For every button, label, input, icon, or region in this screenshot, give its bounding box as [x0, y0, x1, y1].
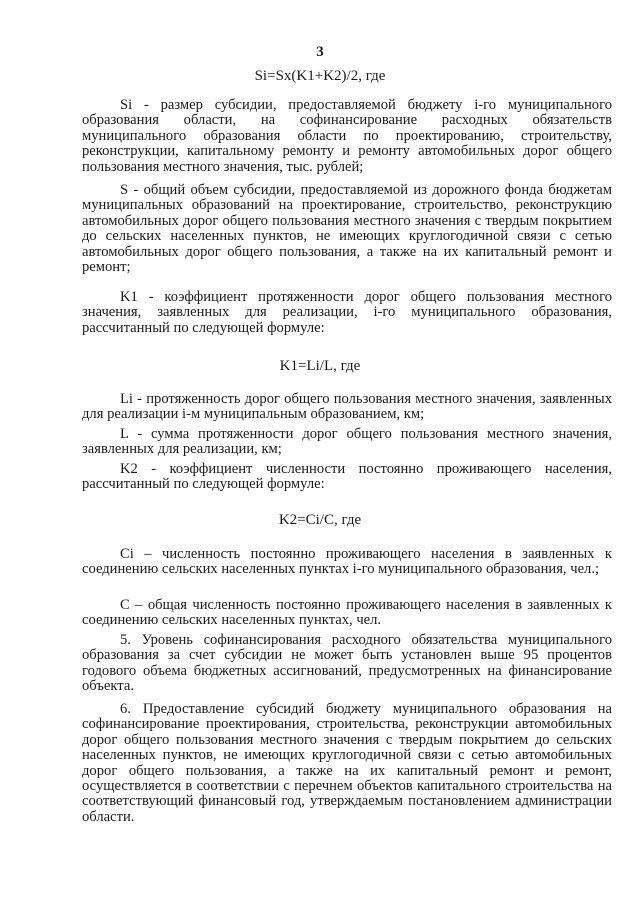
formula-k2: K2=Ci/C, где: [278, 512, 362, 528]
paragraph-item-6: 6. Предоставление субсидий бюджету муниципального образования на софинансирование проектирования, строительства, реконструкции автомобильных дорог общего пользования местного значения с твердым покрытием до сельских населенных пунктов, не имеющих круглогодичной связи с сетью автомобильных дорог общего пользования, а также на их капитальный ремонт и ремонт, осуществляется в соответствии с перечнем объектов капитального строительства на соответствующий финансовый год, утверждаемым постановлением администрации области.: [82, 701, 612, 825]
page-number: 3: [316, 44, 324, 60]
paragraph-s-definition: S - общий объем субсидии, предоставляемой из дорожного фонда бюджетам муниципальных образований на проектирование, строительство, реконструкцию автомобильных дорог общего пользования местного значения с твердым покрытием до сельских населенных пунктов, не имеющих круглогодичной связи с сетью автомобильных дорог общего пользования, а также на их капитальный ремонт и ремонт;: [82, 182, 612, 276]
paragraph-l-definition: L - сумма протяженности дорог общего пользования местного значения, заявленных для реализации, км;: [82, 426, 612, 458]
paragraph-si-definition: Si - размер субсидии, предоставляемой бюджету i-го муниципального образования области, на софинансирование расходных обязательств муниципального образования области по проектированию, строительству, реконструкции, капитальному ремонту и ремонту автомобильных дорог общего пользования местного значения, тыс. рублей;: [82, 97, 612, 175]
paragraph-li-definition: Li - протяженность дорог общего пользования местного значения, заявленных для реализации i-м муниципальным образованием, км;: [82, 391, 612, 423]
paragraph-ci-definition: Ci – численность постоянно проживающего населения в заявленных к соединению сельских населенных пунктах i-го муниципального образования, чел.;: [82, 546, 612, 578]
paragraph-k2-definition: K2 - коэффициент численности постоянно проживающего населения, рассчитанный по следующей формуле:: [82, 461, 612, 493]
paragraph-c-definition: С – общая численность постоянно проживающего населения в заявленных к соединению сельских населенных пунктах, чел.: [82, 597, 612, 629]
formula-si: Si=Sx(K1+K2)/2, где: [254, 68, 386, 84]
paragraph-item-5: 5. Уровень софинансирования расходного обязательства муниципального образования за счет субсидии не может быть установлен выше 95 процентов годового объема бюджетных ассигнований, предусмотренных на финансирование объекта.: [82, 632, 612, 695]
paragraph-k1-definition: K1 - коэффициент протяженности дорог общего пользования местного значения, заявленных для реализации, i-го муниципального образования, рассчитанный по следующей формуле:: [82, 289, 612, 336]
formula-k1: K1=Li/L, где: [279, 358, 361, 374]
